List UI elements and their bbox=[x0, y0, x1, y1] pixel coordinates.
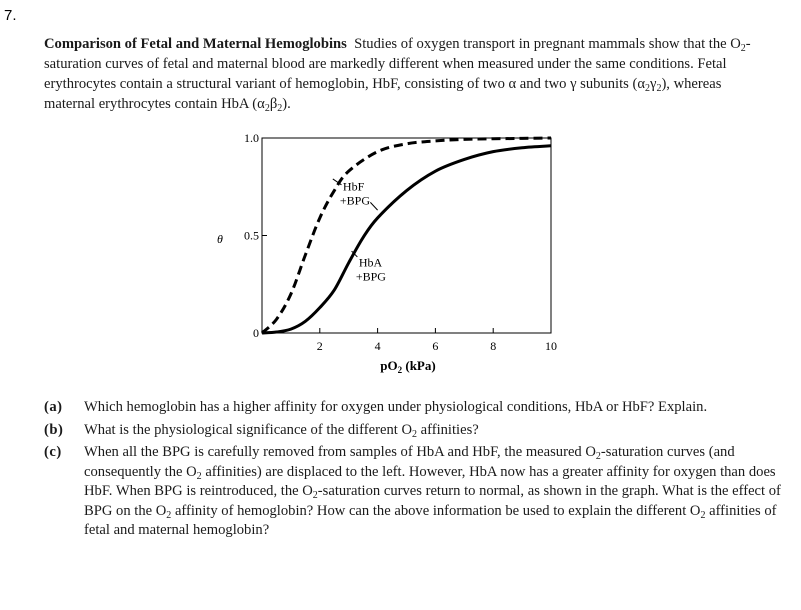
problem-title: Comparison of Fetal and Maternal Hemoglobins bbox=[44, 36, 347, 52]
problem-number: 7. bbox=[4, 7, 17, 24]
y-tick-label: 0 bbox=[253, 326, 259, 340]
plot-frame bbox=[262, 138, 551, 333]
x-axis-label: $pO_2$ (kPa) bbox=[380, 358, 436, 375]
questions bbox=[44, 398, 784, 544]
question-a: (a) Which hemoglobin has a higher affinity for oxygen under physiological conditions, HbA or HbF? Explain. bbox=[44, 399, 708, 415]
y-tick-label: 0.5 bbox=[244, 228, 259, 243]
hba-bpg-label: +BPG bbox=[355, 269, 386, 284]
hba-label: HbA bbox=[358, 255, 383, 270]
saturation-chart bbox=[200, 128, 580, 378]
y-axis-label: θ bbox=[217, 232, 223, 246]
problem-intro: Comparison of Fetal and Maternal Hemoglobins Studies of oxygen transport in pregnant mammals show that the $O_2$-saturation curves of fetal and maternal blood are markedly different when measured under the same conditions. Fetal erythrocytes contain a structural variant of hemoglobin, HbF, consisting of two α and two γ subunits $(\alpha_2\gamma_2)$, whereas maternal erythrocytes contain HbA $(\alpha_2\beta_2)$. bbox=[44, 36, 751, 114]
y-tick-label: 1.0 bbox=[244, 131, 259, 145]
x-tick-label: 10 bbox=[545, 339, 557, 353]
question-b: (b) What is the physiological significance of the different $O_2$ affinities? bbox=[44, 421, 479, 440]
label-leader bbox=[370, 202, 377, 210]
x-tick-label: 2 bbox=[316, 339, 323, 353]
x-tick-label: 8 bbox=[490, 339, 497, 353]
x-tick-label: 4 bbox=[374, 339, 381, 353]
question-c: (c) When all the BPG is carefully removed from samples of HbA and HbF, the measured $O_2$-saturation curves (and consequently the $O_2$ affinities) are displaced to the left. However, HbA now has a greater affinity for oxygen than does HbF. When BPG is reintroduced, the $O_2$-saturation curves return to normal, as shown in the graph. What is the effect of BPG on the $O_2$ affinity of hemoglobin? How can the above information be used to explain the different $O_2$ affinities of fetal and maternal hemoglobin? bbox=[44, 444, 781, 538]
hbf-bpg-label: +BPG bbox=[339, 193, 371, 208]
hba-curve bbox=[262, 146, 551, 333]
hbf-curve bbox=[262, 138, 551, 333]
hbf-label: HbF bbox=[342, 179, 365, 194]
x-tick-label: 6 bbox=[432, 339, 439, 353]
